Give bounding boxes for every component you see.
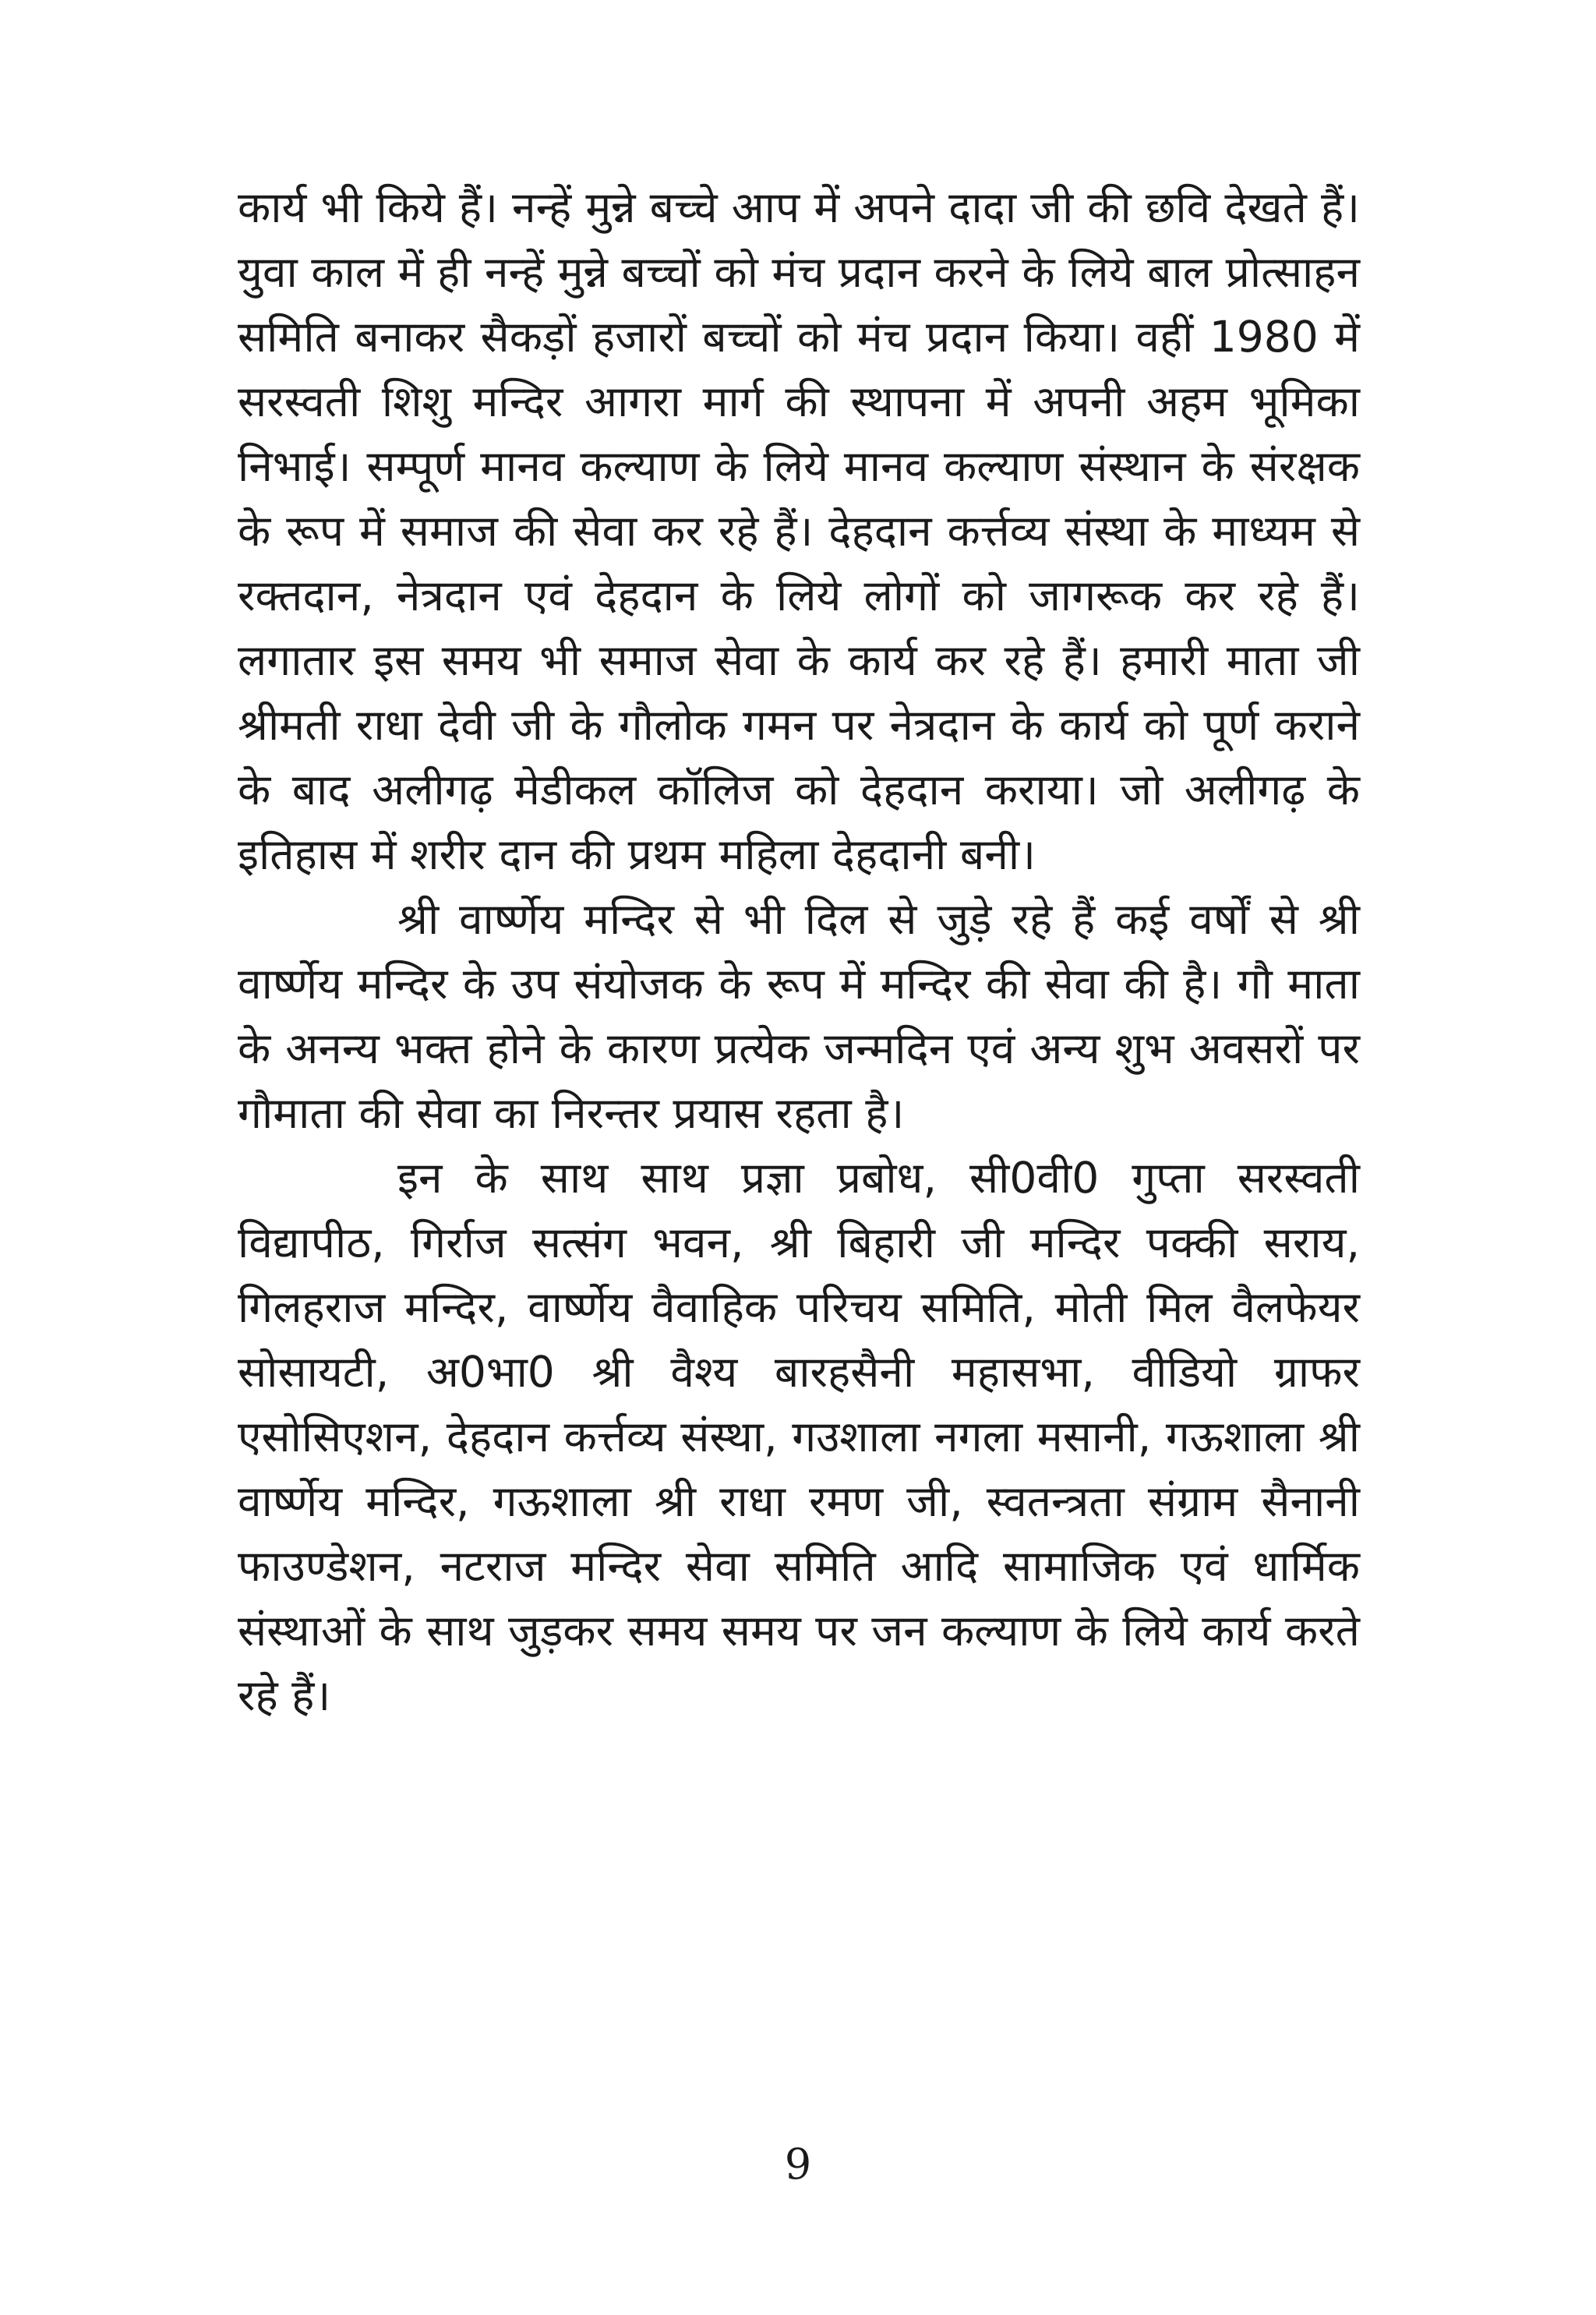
paragraph-varshney-mandir: श्री वार्ष्णेय मन्दिर से भी दिल से जुड़े रहे हैं कई वर्षों से श्री वार्ष्णेय मन्दिर के उप संयोजक के रूप में मन्दिर की सेवा की है। गौ माता के अनन्य भक्त होने के कारण प्रत्येक जन्मदिन एवं अन्य शुभ अवसरों पर गौमाता की सेवा का निरन्तर प्रयास रहता है।	[238, 894, 1360, 1138]
paragraph-continued: कार्य भी किये हैं। नन्हें मुन्ने बच्चे आप में अपने दादा जी की छवि देखते हैं। युवा काल में ही नन्हें मुन्ने बच्चों को मंच प्रदान करने के लिये बाल प्रोत्साहन समिति बनाकर सैकड़ों हजारों बच्चों को मंच प्रदान किया। वहीं 1980 में सरस्वती शिशु मन्दिर आगरा मार्ग की स्थापना में अपनी अहम भूमिका निभाई। सम्पूर्ण मानव कल्याण के लिये मानव कल्याण संस्थान के संरक्षक के रूप में समाज की सेवा कर रहे हैं। देहदान कर्त्तव्य संस्था के माध्यम से रक्तदान, नेत्रदान एवं देहदान के लिये लोगों को जागरूक कर रहे हैं। लगातार इस समय भी समाज सेवा के कार्य कर रहे हैं। हमारी माता जी श्रीमती राधा देवी जी के गौलोक गमन पर नेत्रदान के कार्य को पूर्ण कराने के बाद अलीगढ़ मेडीकल कॉलिज को देहदान कराया। जो अलीगढ़ के इतिहास में शरीर दान की प्रथम महिला देहदानी बनी।	[238, 182, 1360, 879]
paragraph-organizations: इन के साथ साथ प्रज्ञा प्रबोध, सी0वी0 गुप्ता सरस्वती विद्यापीठ, गिर्राज सत्संग भवन, श्री बिहारी जी मन्दिर पक्की सराय, गिलहराज मन्दिर, वार्ष्णेय वैवाहिक परिचय समिति, मोती मिल वैलफेयर सोसायटी, अ0भा0 श्री वैश्य बारहसैनी महासभा, वीडियो ग्राफर एसोसिएशन, देहदान कर्त्तव्य संस्था, गउशाला नगला मसानी, गऊशाला श्री वार्ष्णेय मन्दिर, गऊशाला श्री राधा रमण जी, स्वतन्त्रता संग्राम सैनानी फाउण्डेशन, नटराज मन्दिर सेवा समिति आदि सामाजिक एवं धार्मिक संस्थाओं के साथ जुड़कर समय समय पर जन कल्याण के लिये कार्य करते रहे हैं।	[238, 1153, 1360, 1720]
body-text	[238, 175, 1360, 1728]
page-number: 9	[784, 2140, 812, 2189]
